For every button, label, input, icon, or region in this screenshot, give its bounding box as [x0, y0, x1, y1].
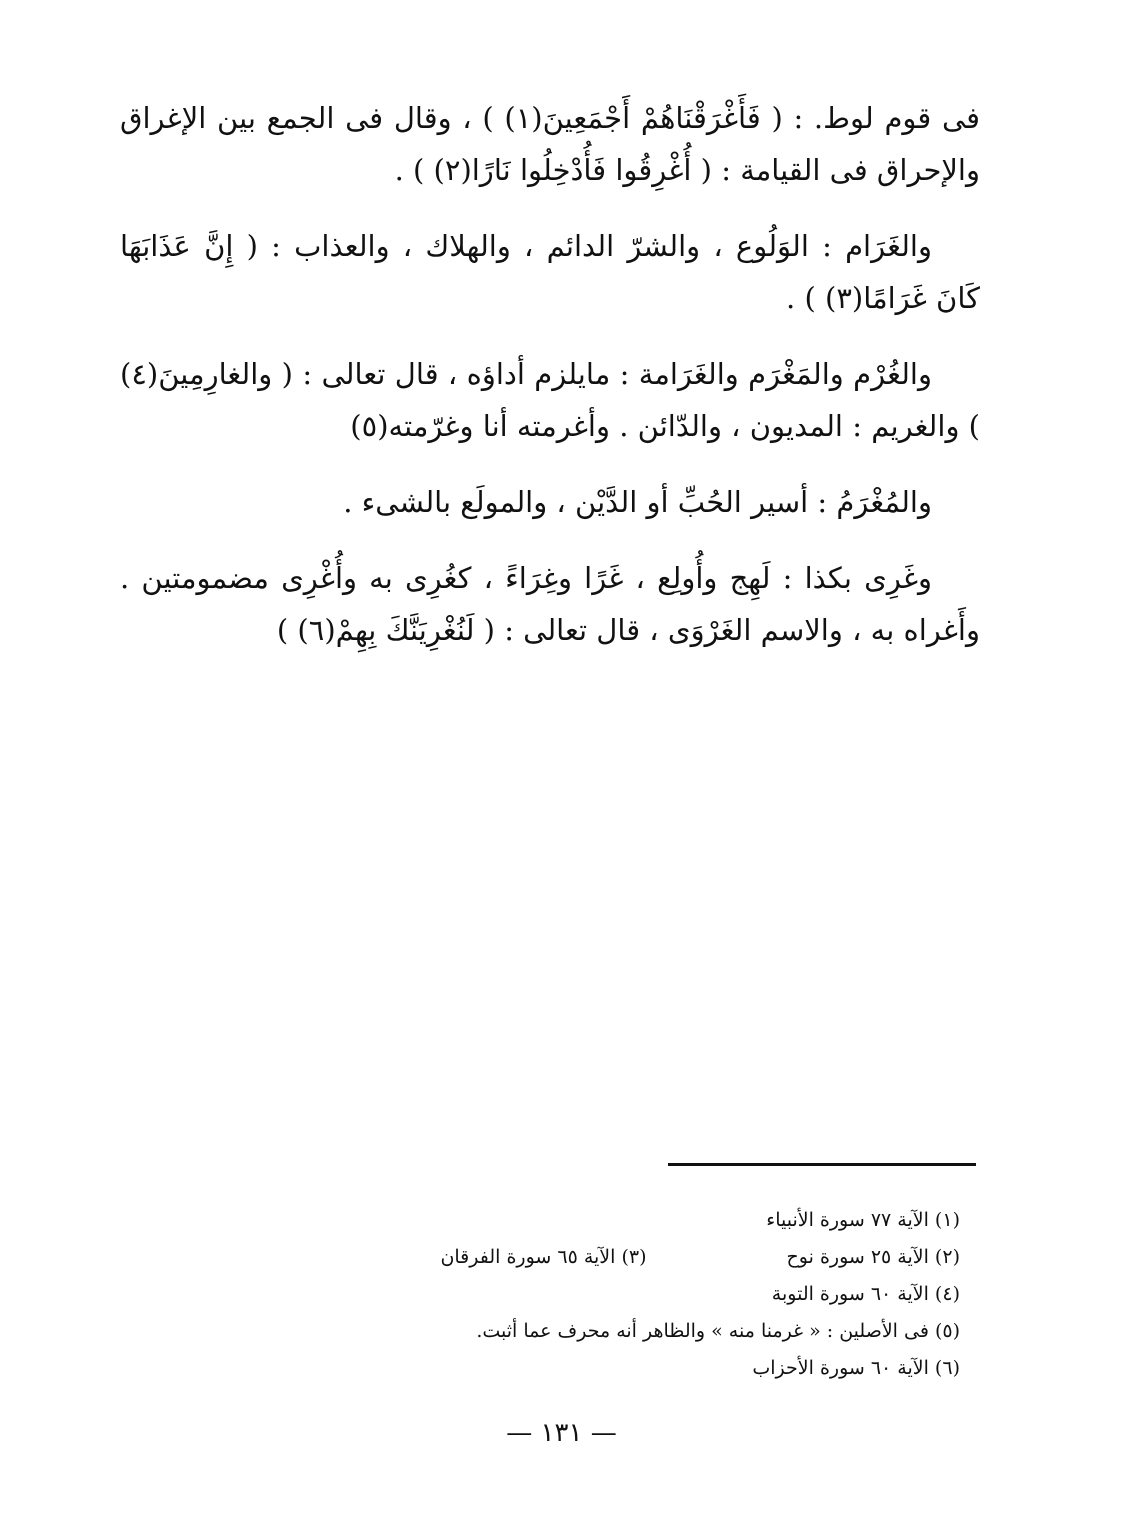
- footnote-3: (٣) الآية ٦٥ سورة الفرقان: [440, 1246, 647, 1268]
- footnote-6: (٦) الآية ٦٠ سورة الأحزاب: [752, 1357, 960, 1379]
- footnote-row: [220, 1276, 960, 1313]
- footnote-divider: [668, 1163, 976, 1166]
- main-text: [120, 92, 980, 680]
- footnote-row: [220, 1313, 960, 1350]
- footnote-4: (٤) الآية ٦٠ سورة التوبة: [771, 1283, 960, 1305]
- paragraph: وغَرِى بكذا : لَهِج وأُولِع ، غَرًا وغِرَاءً ، كغُرِى به وأُغْرِى مضمومتين . وأَغراه به ، والاسم الغَرْوَى ، قال تعالى : ( لَنُغْرِيَنَّكَ بِهِمْ(٦) ): [120, 561, 980, 647]
- paragraph: والغَرَام : الوَلُوع ، والشرّ الدائم ، والهلاك ، والعذاب : ( إِنَّ عَذَابَهَا كَانَ غَرَامًا(٣) ) .: [120, 229, 980, 315]
- footnote-1: (١) الآية ٧٧ سورة الأنبياء: [766, 1209, 960, 1231]
- footnote-5: (٥) فى الأصلين : « غرمنا منه » والظاهر أنه محرف عما أثبت.: [476, 1320, 960, 1342]
- footnotes: [220, 1202, 960, 1387]
- footnote-2: (٢) الآية ٢٥ سورة نوح: [786, 1246, 960, 1268]
- footnote-row: [220, 1350, 960, 1387]
- paragraph: والغُرْم والمَغْرَم والغَرَامة : مايلزم أداؤه ، قال تعالى : ( والغارِمِينَ(٤) ) والغريم : المديون ، والدّائن . وأغرمته أنا وغرّمته(٥): [120, 357, 980, 443]
- page-number: — ١٣١ —: [506, 1418, 617, 1448]
- footnote-row: [220, 1202, 960, 1239]
- paragraph: والمُغْرَمُ : أسير الحُبِّ أو الدَّيْن ، والمولَع بالشىء .: [343, 485, 932, 519]
- footnote-row: [220, 1239, 960, 1276]
- paragraph: فى قوم لوط. : ( فَأَغْرَقْنَاهُمْ أَجْمَعِينَ(١) ) ، وقال فى الجمع بين الإغراق والإحراق فى القيامة : ( أُغْرِقُوا فَأُدْخِلُوا نَارًا(٢) ) .: [120, 101, 980, 187]
